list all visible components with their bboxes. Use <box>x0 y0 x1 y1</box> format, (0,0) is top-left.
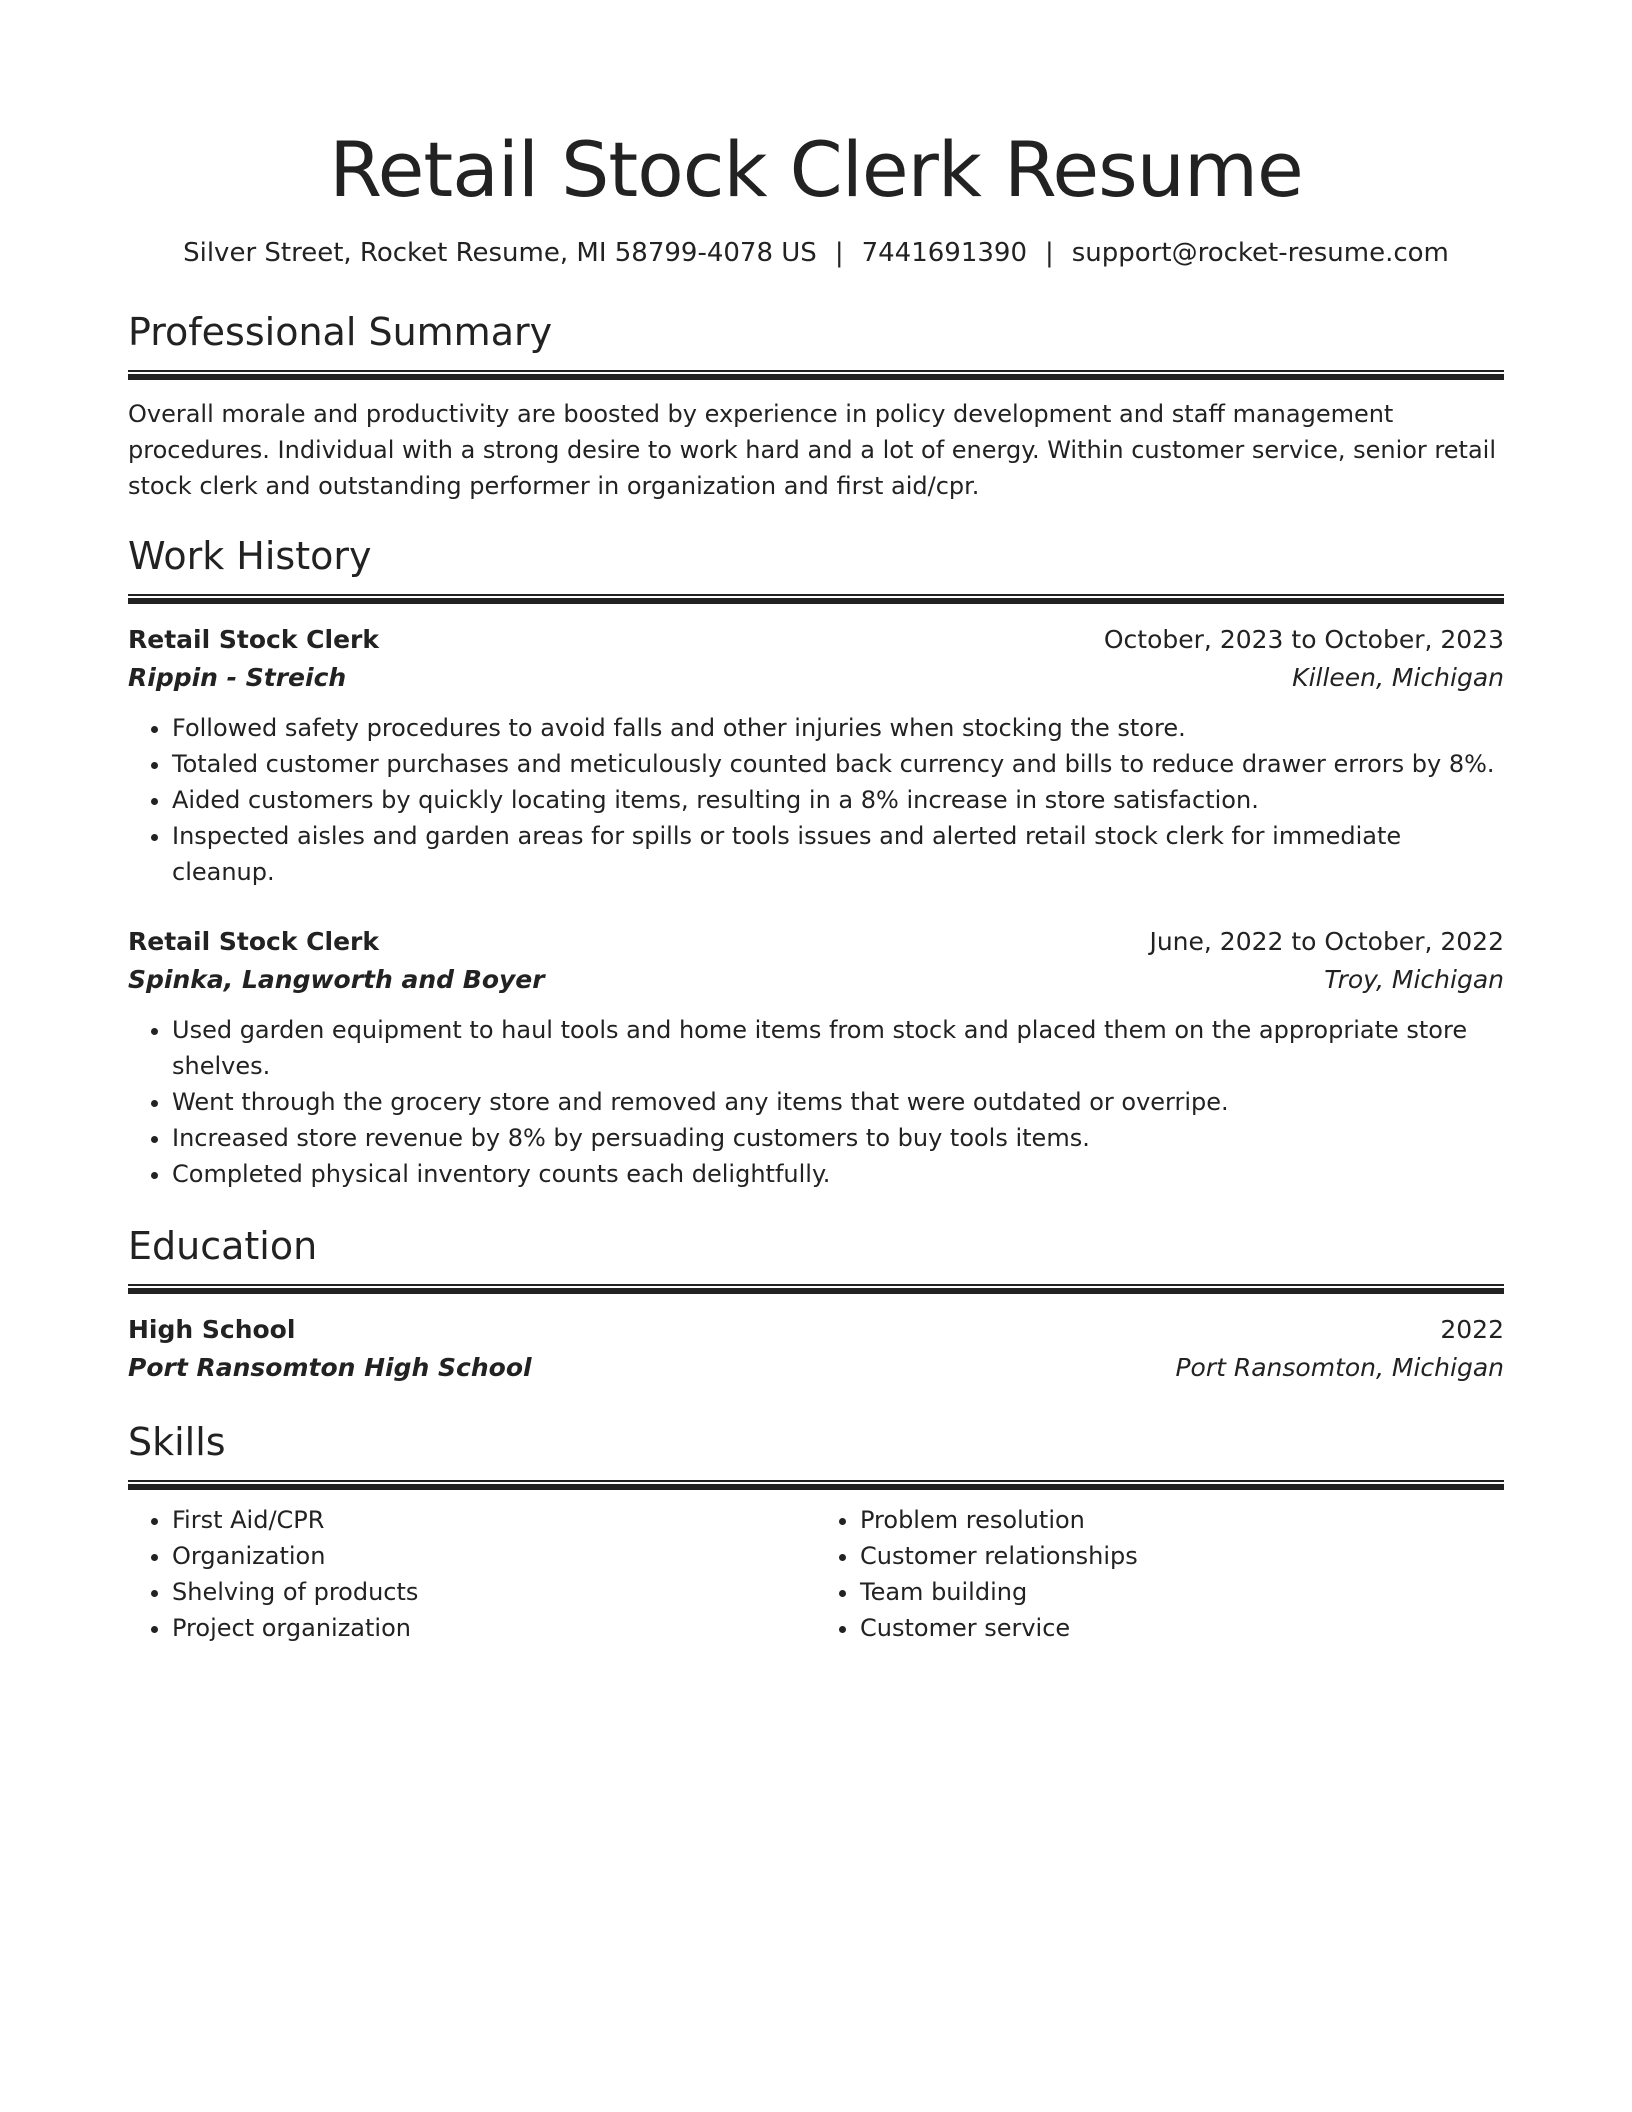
work-history-section <box>128 532 1504 1192</box>
summary-section <box>128 308 1504 504</box>
skill-item: • Project organization <box>172 1610 816 1646</box>
summary-text: Overall morale and productivity are boosted by experience in policy development and staff management procedures. Individual with a strong desire to work hard and a lot of energy. Within customer service, senior retail stock clerk and outstanding performer in organization and first aid/cpr. <box>128 400 1496 500</box>
job-bullets <box>128 1012 1504 1192</box>
job-company: Rippin - Streich <box>128 663 347 692</box>
skill-item: • Problem resolution <box>860 1502 1504 1538</box>
job-dates: October, 2023 to October, 2023 <box>1103 625 1504 654</box>
skill-item: • Organization <box>172 1538 816 1574</box>
education-section <box>128 1222 1504 1388</box>
education-degree: High School <box>128 1315 296 1344</box>
job-bullet: • Used garden equipment to haul tools and home items from stock and placed them on the appropriate store shelves. <box>172 1012 1504 1084</box>
skill-item: • Shelving of products <box>172 1574 816 1610</box>
job-bullet: • Totaled customer purchases and meticulously counted back currency and bills to reduce drawer errors by 8%. <box>172 746 1504 782</box>
education-heading: Education <box>128 1224 318 1268</box>
section-rule <box>128 370 1504 380</box>
job-bullet: • Followed safety procedures to avoid falls and other injuries when stocking the store. <box>172 710 1504 746</box>
job-bullets <box>128 710 1504 890</box>
section-rule <box>128 1284 1504 1294</box>
skill-item: • Team building <box>860 1574 1504 1610</box>
skills-section <box>128 1418 1504 1646</box>
job-entry <box>128 622 1504 890</box>
job-location: Killeen, Michigan <box>1292 663 1504 692</box>
job-bullet: • Inspected aisles and garden areas for spills or tools issues and alerted retail stock clerk for immediate cleanup. <box>172 818 1504 890</box>
job-title: Retail Stock Clerk <box>128 625 379 654</box>
resume-title: Retail Stock Clerk Resume <box>329 125 1303 214</box>
job-bullet: • Went through the grocery store and removed any items that were outdated or overripe. <box>172 1084 1504 1120</box>
contact-line <box>128 236 1504 270</box>
job-dates: June, 2022 to October, 2022 <box>1149 927 1504 956</box>
job-title: Retail Stock Clerk <box>128 927 379 956</box>
skills-grid <box>128 1502 1504 1646</box>
skill-item: • First Aid/CPR <box>172 1502 816 1538</box>
summary-heading: Professional Summary <box>128 310 553 354</box>
education-school: Port Ransomton High School <box>128 1353 532 1382</box>
skill-item: • Customer relationships <box>860 1538 1504 1574</box>
job-bullet: • Completed physical inventory counts each delightfully. <box>172 1156 1504 1192</box>
skills-column-right <box>816 1502 1504 1646</box>
skill-item: • Customer service <box>860 1610 1504 1646</box>
work-history-heading: Work History <box>128 534 372 578</box>
job-entry <box>128 924 1504 1192</box>
education-location: Port Ransomton, Michigan <box>1175 1353 1504 1382</box>
skills-heading: Skills <box>128 1420 226 1464</box>
section-rule <box>128 1480 1504 1490</box>
contact-address: Silver Street, Rocket Resume, MI 58799-4078 US <box>183 238 817 268</box>
job-company: Spinka, Langworth and Boyer <box>128 965 545 994</box>
education-year: 2022 <box>1440 1315 1504 1344</box>
education-entry <box>128 1312 1504 1388</box>
contact-email: support@rocket-resume.com <box>1071 238 1449 268</box>
contact-phone: 7441691390 <box>861 238 1027 268</box>
job-location: Troy, Michigan <box>1324 965 1504 994</box>
skills-column-left <box>128 1502 816 1646</box>
job-bullet: • Increased store revenue by 8% by persuading customers to buy tools items. <box>172 1120 1504 1156</box>
job-bullet: • Aided customers by quickly locating items, resulting in a 8% increase in store satisfaction. <box>172 782 1504 818</box>
contact-separator: | <box>1045 238 1054 268</box>
section-rule <box>128 594 1504 604</box>
contact-separator: | <box>834 238 844 268</box>
